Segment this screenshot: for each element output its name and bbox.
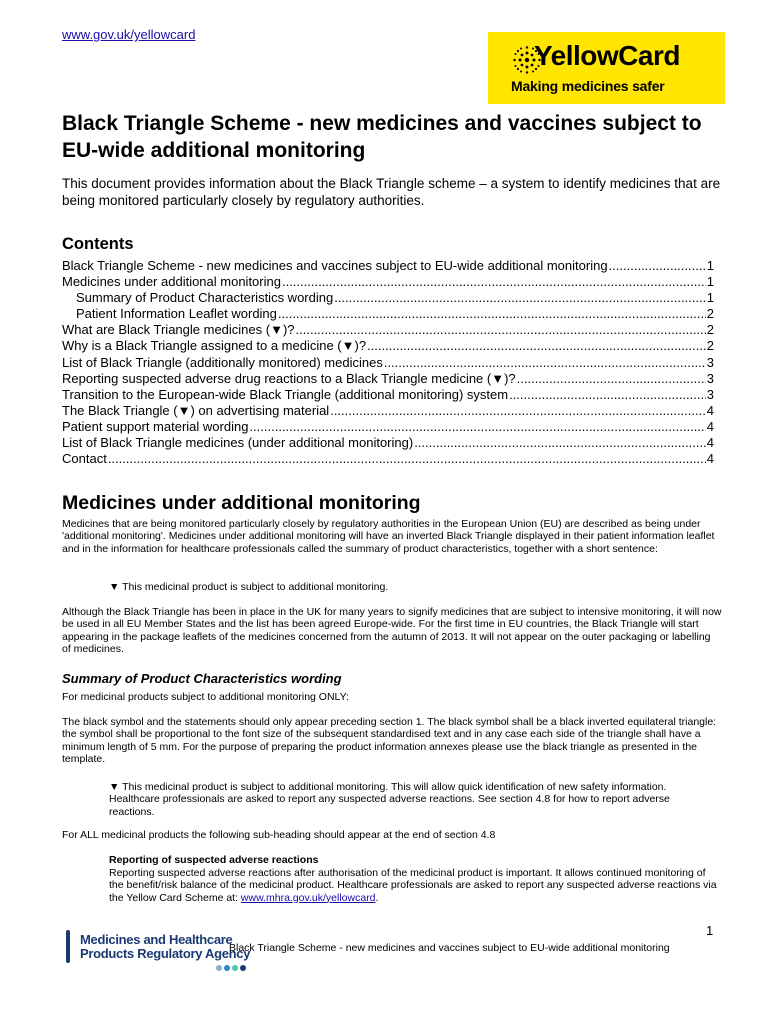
toc-entry-text: Reporting suspected adverse drug reactions to a Black Triangle medicine (▼)? [62, 370, 516, 386]
toc-leader-dots [249, 419, 705, 435]
toc-leader-dots [330, 403, 706, 419]
toc-entry-page: 2 [706, 338, 714, 354]
mhra-dot [232, 965, 238, 971]
spc-wording-subheading: Summary of Product Characteristics wording [62, 671, 342, 686]
toc-leader-dots [609, 258, 706, 274]
toc-entry-text: Medicines under additional monitoring [62, 274, 281, 290]
toc-leader-dots [282, 274, 706, 290]
mhra-dot [240, 965, 246, 971]
toc-entry-page: 4 [706, 435, 714, 451]
yellow-card-logo-tagline: Making medicines safer [511, 78, 665, 94]
reporting-end: . [375, 891, 379, 904]
toc-entry-text: Patient support material wording [62, 418, 249, 434]
paragraph-additional-monitoring: Medicines that are being monitored particularly closely by regulatory authorities in the European Union (EU) are described as being under 'additional monitoring'. Medicines under additional monitoring will have an inverted Black Triangle displayed in their patient information leaflet and in the information for healthcare professionals called the summary of product characteristics, together with a short sentence: [62, 518, 715, 555]
toc-leader-dots [296, 322, 706, 338]
toc-entry-page: 1 [706, 274, 714, 290]
toc-entry[interactable] [62, 403, 714, 419]
black-triangle-sentence: ▼ This medicinal product is subject to additional monitoring. [109, 581, 389, 593]
toc-entry[interactable] [62, 355, 714, 371]
toc-entry-page: 2 [706, 306, 714, 322]
toc-entry-text: Transition to the European-wide Black Triangle (additional monitoring) system [62, 386, 509, 402]
toc-entry[interactable] [62, 274, 714, 290]
mhra-yellowcard-link[interactable]: www.mhra.gov.uk/yellowcard [240, 891, 376, 904]
toc-entry-page: 3 [706, 354, 714, 370]
toc-leader-dots [517, 371, 706, 387]
toc-entry-text: Contact [62, 451, 107, 467]
toc-entry-page: 4 [706, 418, 714, 434]
footer-text: Black Triangle Scheme - new medicines and vaccines subject to EU-wide additional monitoring [229, 942, 670, 954]
toc-entry-page: 4 [706, 402, 714, 418]
toc-leader-dots [367, 338, 706, 354]
toc-entry-page: 3 [706, 370, 714, 386]
toc-entry-page: 2 [706, 322, 714, 338]
toc-entry-text: Summary of Product Characteristics wording [76, 290, 334, 306]
toc-leader-dots [384, 355, 706, 371]
toc-entry-text: List of Black Triangle (additionally monitored) medicines [62, 354, 383, 370]
toc-leader-dots [108, 451, 706, 467]
toc-leader-dots [414, 435, 706, 451]
mhra-logo-bar [66, 930, 70, 963]
toc-entry[interactable] [62, 371, 714, 387]
contents-heading: Contents [62, 235, 134, 253]
toc-entry[interactable] [62, 451, 714, 467]
paragraph-only-additional: For medicinal products subject to additional monitoring ONLY: [62, 691, 349, 703]
toc-leader-dots [278, 306, 706, 322]
toc-entry[interactable] [62, 290, 714, 306]
toc-entry-page: 1 [706, 290, 714, 306]
mhra-logo-line2: Products Regulatory Agency [80, 946, 251, 961]
intro-paragraph: This document provides information about the Black Triangle scheme – a system to identify medicines that are being monitored particularly closely by regulatory authorities. [62, 176, 721, 208]
mhra-logo-line1: Medicines and Healthcare [80, 932, 233, 947]
toc-entry-text: Black Triangle Scheme - new medicines and vaccines subject to EU-wide additional monitoring [62, 258, 608, 273]
toc-entry-text: Why is a Black Triangle assigned to a medicine (▼)? [62, 338, 367, 354]
toc-entry-text: The Black Triangle (▼) on advertising material [62, 402, 330, 418]
toc-entry-page: 1 [706, 258, 714, 273]
paragraph-all-medicinal: For ALL medicinal products the following sub-heading should appear at the end of section 4.8 [62, 829, 496, 841]
mhra-dot [216, 965, 222, 971]
paragraph-uk-history: Although the Black Triangle has been in place in the UK for many years to signify medicines that are subject to intensive monitoring, it will now be used in all EU Member States and the list has been agreed Europe-wide. For the first time in EU countries, the Black Triangle will start appearing in the package leaflets of the medicines concerned from the autumn of 2013. It will not appear on the outer packaging or labelling of medicines. [62, 606, 722, 655]
toc-entry-page: 4 [706, 451, 714, 467]
gov-url-link[interactable]: www.gov.uk/yellowcard [62, 27, 196, 42]
mhra-dot [224, 965, 230, 971]
toc-entry[interactable] [62, 387, 714, 403]
reporting-paragraph [109, 867, 719, 904]
toc-entry[interactable] [62, 322, 714, 338]
yellow-card-logo-title: YellowCard [534, 40, 680, 71]
toc-entry-page: 3 [706, 386, 714, 402]
paragraph-black-symbol: The black symbol and the statements should only appear preceding section 1. The black symbol shall be a black inverted equilateral triangle: the symbol shall be proportional to the font size of the subsequent standardised text and in any case each side of the triangle shall have a minimum length of 5 mm. For the purpose of preparing the product information annexes please use the black triangle as presented in the template. [62, 716, 717, 765]
toc-entry[interactable] [62, 435, 714, 451]
toc-leader-dots [334, 290, 706, 306]
page-number: 1 [706, 923, 714, 938]
toc-entry-text: Patient Information Leaflet wording [76, 306, 277, 322]
document-title: Black Triangle Scheme - new medicines and vaccines subject to EU-wide additional monitoring [62, 112, 702, 162]
black-triangle-statement: ▼ This medicinal product is subject to additional monitoring. This will allow quick identification of new safety information. Healthcare professionals are asked to report any suspected adverse reactions. See section 4.8 for how to report adverse reactions. [109, 781, 670, 818]
toc-entry[interactable] [62, 258, 714, 274]
toc-leader-dots [509, 387, 706, 403]
toc-entry-text: List of Black Triangle medicines (under additional monitoring) [62, 435, 414, 451]
section-heading: Medicines under additional monitoring [62, 492, 421, 514]
reporting-text: Reporting suspected adverse reactions after authorisation of the medicinal product is important. It allows continued monitoring of the benefit/risk balance of the medicinal product. Healthcare professionals are asked to report any suspected adverse reactions via the Yellow Card Scheme at: [109, 867, 717, 904]
toc-entry[interactable] [62, 338, 714, 354]
reporting-heading: Reporting of suspected adverse reactions [109, 854, 319, 866]
toc-entry[interactable] [62, 419, 714, 435]
toc-entry-text: What are Black Triangle medicines (▼)? [62, 322, 295, 338]
toc-entry[interactable] [62, 306, 714, 322]
table-of-contents [62, 258, 714, 467]
